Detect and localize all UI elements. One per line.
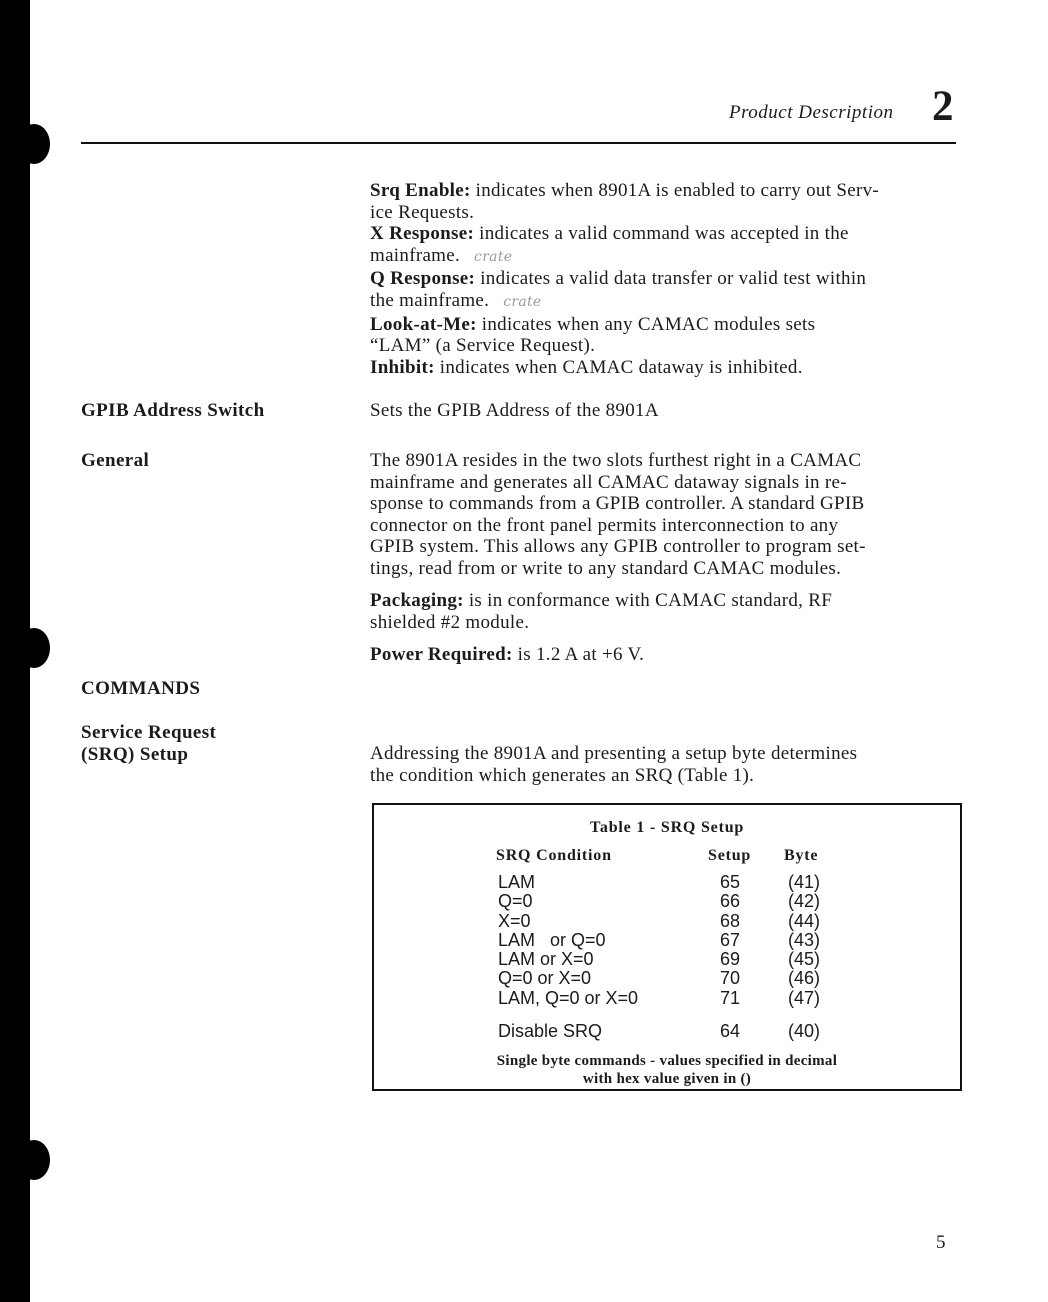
chapter-number: 2 xyxy=(932,83,954,130)
column-header-condition: SRQ Condition xyxy=(496,847,612,864)
term: X Response: xyxy=(370,223,475,245)
term: Look-at-Me: xyxy=(370,313,477,335)
binder-hole xyxy=(18,628,50,668)
status-definition-list xyxy=(370,180,970,378)
gpib-address-text: Sets the GPIB Address of the 8901A xyxy=(370,400,659,421)
term: Srq Enable: xyxy=(370,180,471,201)
table-row-disable-srq: Disable SRQ 64 (40) xyxy=(498,1021,821,1041)
status-item-x-response: X Response: indicates a valid command was accepted in the mainframe. crate xyxy=(370,223,849,266)
term: Inhibit: xyxy=(370,356,435,378)
packaging-paragraph: Packaging: is in conformance with CAMAC standard, RF shielded #2 module. xyxy=(370,590,833,633)
status-item-srq-enable: Srq Enable: indicates when 8901A is enabled to carry out Serv- ice Requests. xyxy=(370,180,880,223)
binder-hole xyxy=(18,1140,50,1180)
column-header-setup: Setup xyxy=(708,847,752,864)
term: Packaging: xyxy=(370,590,464,611)
section-heading-commands: COMMANDS xyxy=(81,678,201,699)
table-footnote: Single byte commands - values specified in decimal with hex value given in () xyxy=(496,1053,838,1087)
srq-paragraph: Addressing the 8901A and presenting a setup byte determines the condition which generates an SRQ (Table 1). xyxy=(370,743,858,786)
power-paragraph: Power Required: is 1.2 A at +6 V. xyxy=(370,644,645,665)
srq-setup-table: Table 1 - SRQ Setup SRQ Condition Setup Byte LAM 65 (41) Q=0 66 (42) X=0 68 (44) LAM or Q=0 67 (43) LAM or X=0 69 (45) Q=0 or X=0 70 (46) LAM, Q=0 or X=0 71 (47) Disable SRQ 64 (40) Single byte commands - values specified in decimal with hex value given in () xyxy=(372,803,962,1091)
section-heading-srq-setup: Service Request (SRQ) Setup xyxy=(81,722,217,765)
section-heading-gpib-address-switch: GPIB Address Switch xyxy=(81,400,265,421)
general-paragraph: The 8901A resides in the two slots furthest right in a CAMAC mainframe and generates all CAMAC dataway signals in re- sponse to commands from a GPIB controller. A standard GPIB connector on the front panel permits interconnection to any GPIB system. This allows any GPIB controller to program set- tings, read from or write to any standard CAMAC modules. xyxy=(370,450,866,579)
handwritten-note: crate xyxy=(503,293,542,310)
status-item-q-response: Q Response: indicates a valid data transfer or valid test within the mainframe. crate xyxy=(370,268,867,311)
page-number: 5 xyxy=(936,1232,946,1253)
column-header-byte: Byte xyxy=(784,847,819,864)
section-heading-general: General xyxy=(81,450,150,471)
term: Q Response: xyxy=(370,268,476,290)
status-item-look-at-me: Look-at-Me: indicates when any CAMAC modules sets “LAM” (a Service Request). xyxy=(370,313,816,357)
binder-hole xyxy=(18,124,50,164)
table-title: Table 1 - SRQ Setup xyxy=(589,819,745,836)
status-item-inhibit: Inhibit: indicates when CAMAC dataway is inhibited. xyxy=(370,356,803,378)
header-title: Product Description xyxy=(729,102,894,123)
handwritten-note: crate xyxy=(474,248,513,265)
term: Power Required: xyxy=(370,644,513,665)
header-rule xyxy=(81,142,956,144)
